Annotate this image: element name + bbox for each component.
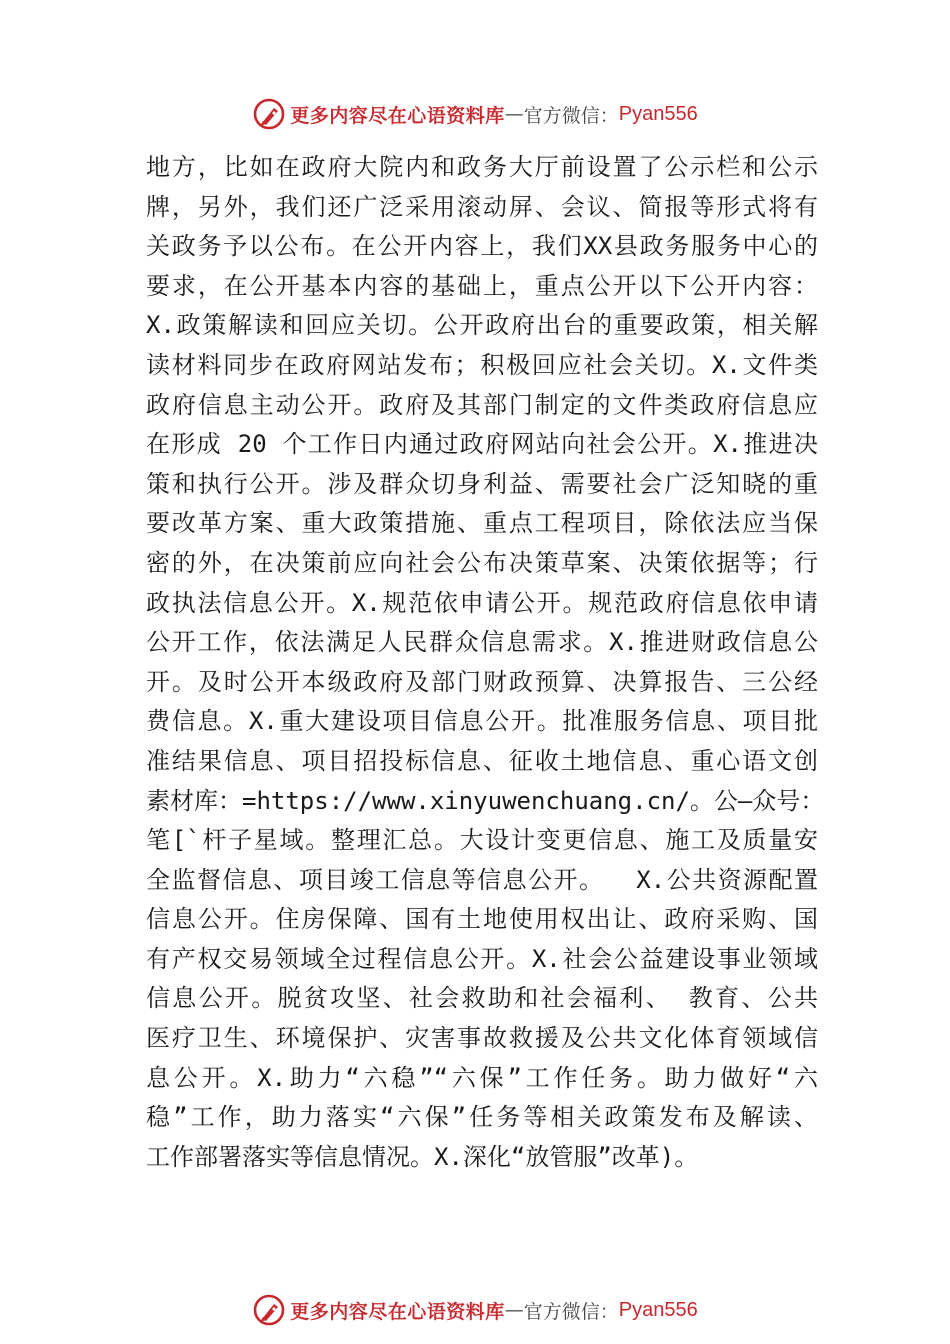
header-banner [0, 94, 950, 134]
header-separator: — [504, 103, 524, 125]
footer-contact-label: 官方微信： [523, 1300, 619, 1323]
body-line: 信息公开。住房保障、国有土地使用权出让、政府采购、国 [146, 905, 818, 934]
body-line: 医疗卫生、环境保护、灾害事故救援及公共文化体育领域信 [146, 1024, 818, 1053]
body-line: 准结果信息、项目招投标信息、征收土地信息、重心语文创 [146, 746, 818, 775]
body-line: 有产权交易领域全过程信息公开。X.社会公益建设事业领域 [146, 944, 818, 973]
body-line: 素材库：=https://www.xinyuwenchuang.cn/。公—众号： [146, 786, 825, 815]
footer-brand-text: 更多内容尽在心语资料库 [290, 1300, 505, 1323]
body-line: 开。及时公开本级政府及部门财政预算、决算报告、三公经 [146, 667, 818, 696]
header-brand-text: 更多内容尽在心语资料库 [290, 104, 505, 127]
body-line: 策和执行公开。涉及群众切身利益、需要社会广泛知晓的重 [146, 469, 818, 498]
body-line: 牌，另外，我们还广泛采用滚动屏、会议、简报等形式将有 [146, 192, 818, 221]
body-line: 政执法信息公开。X.规范依申请公开。规范政府信息依申请 [146, 588, 818, 617]
body-line: 息公开。X.助力“六稳”“六保”工作任务。助力做好“六 [146, 1063, 818, 1092]
body-line: 在形成 20 个工作日内通过政府网站向社会公开。X.推进决 [146, 430, 818, 459]
body-line: 读材料同步在政府网站发布；积极回应社会关切。X.文件类 [146, 350, 818, 379]
body-line: 政府信息主动公开。政府及其部门制定的文件类政府信息应 [146, 390, 818, 419]
body-line: 稳”工作，助力落实“六保”任务等相关政策发布及解读、 [146, 1103, 818, 1132]
body-line: 地方，比如在政府大院内和政务大厅前设置了公示栏和公示 [146, 153, 818, 181]
body-line: 关政务予以公布。在公开内容上，我们XX县政务服务中心的 [146, 232, 818, 261]
body-line: X.政策解读和回应关切。公开政府出台的重要政策，相关解 [146, 311, 818, 340]
pen-nib-logo-icon [252, 1293, 286, 1327]
body-line: 费信息。X.重大建设项目信息公开。批准服务信息、项目批 [146, 707, 818, 736]
footer-contact-id: Pyan556 [618, 1298, 698, 1321]
body-line: 要求，在公开基本内容的基础上，重点公开以下公开内容： [146, 271, 818, 300]
body-line: 笔[`杆子星域。整理汇总。大设计变更信息、施工及质量安 [146, 826, 818, 855]
body-line: 公开工作，依法满足人民群众信息需求。X.推进财政信息公 [146, 628, 818, 657]
header-contact-id: Pyan556 [618, 102, 698, 125]
body-line: 要改革方案、重大政策措施、重点工程项目，除依法应当保 [146, 509, 818, 538]
body-line: 信息公开。脱贫攻坚、社会救助和社会福利、 教育、公共 [146, 984, 818, 1013]
footer-banner [0, 1290, 950, 1330]
body-line: 工作部署落实等信息情况。X.深化“放管服”改革)。 [146, 1142, 699, 1171]
header-contact-label: 官方微信： [523, 104, 619, 127]
body-line: 密的外，在决策前应向社会公布决策草案、决策依据等；行 [146, 548, 818, 577]
pen-nib-logo-icon [252, 97, 286, 131]
body-line: 全监督信息、项目竣工信息等信息公开。 X.公共资源配置 [146, 865, 818, 894]
document-body [146, 148, 825, 1177]
footer-separator: — [504, 1299, 524, 1321]
